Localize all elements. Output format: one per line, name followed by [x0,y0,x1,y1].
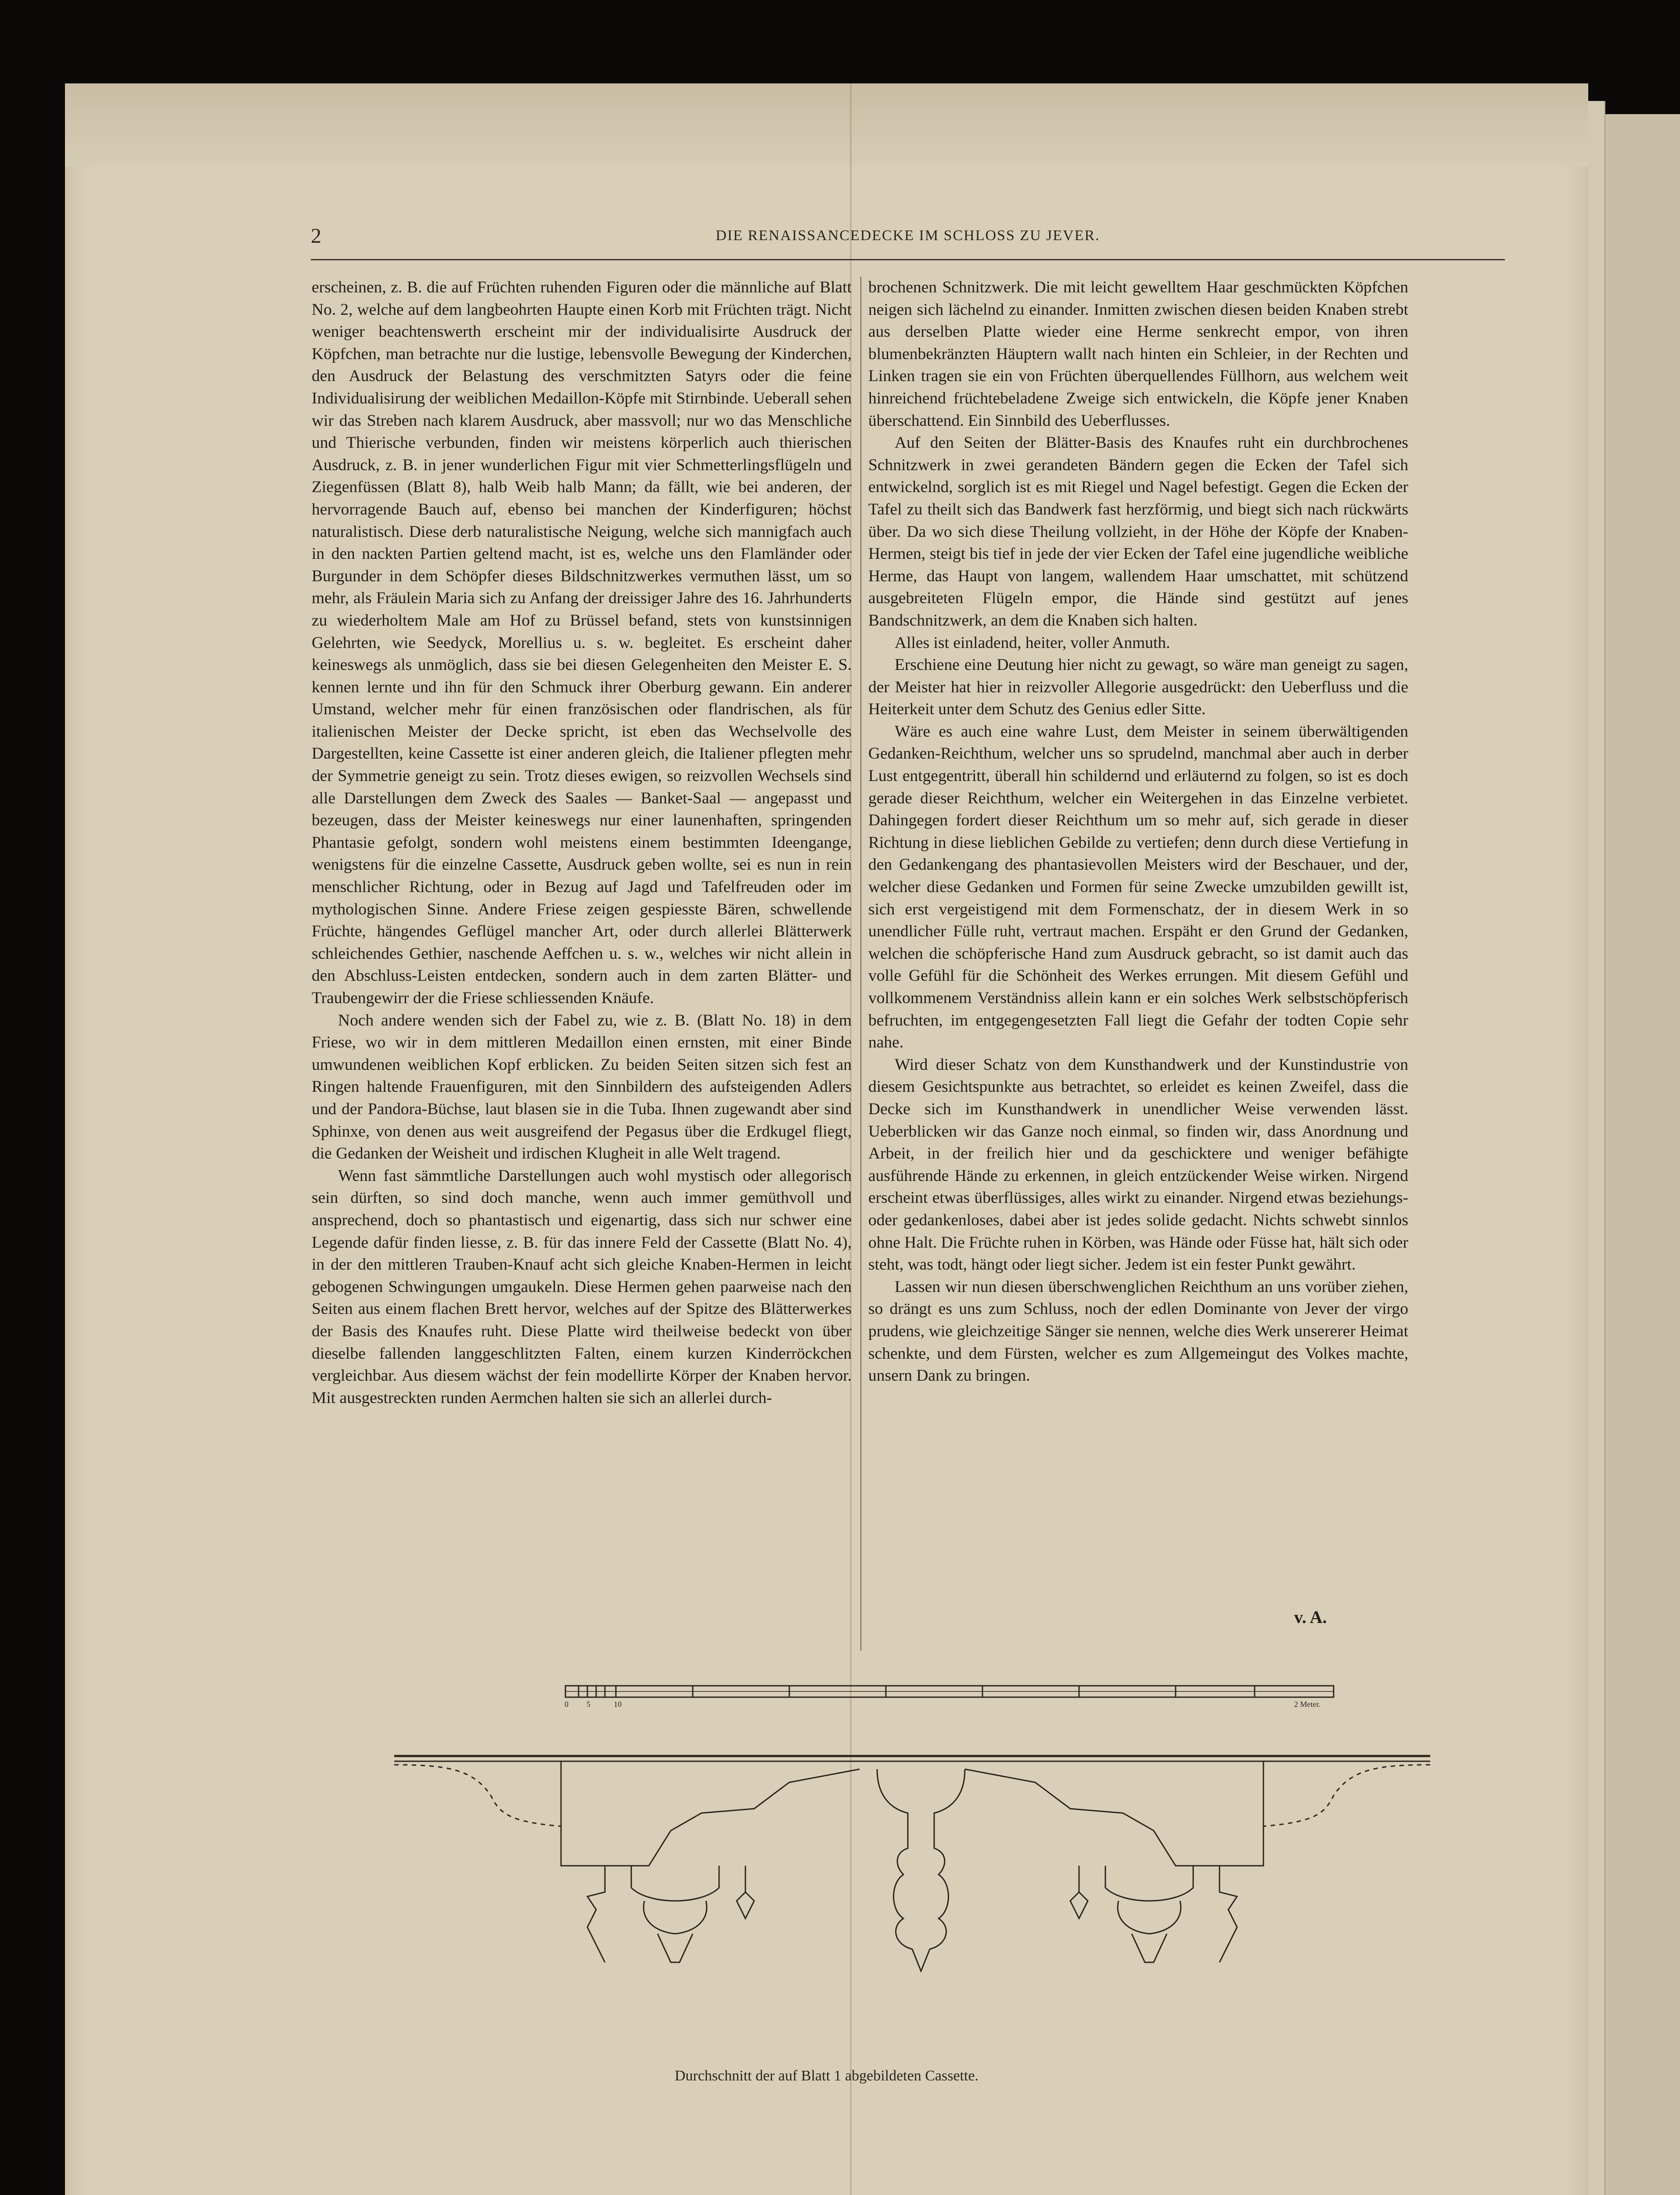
paragraph: Lassen wir nun diesen überschwenglichen Reichthum an uns vorüber ziehen, so drängt es uns zum Schluss, noch der edlen Dominante von Jever der virgo prudens, wie gleichzeitige Sänger sie nennen, welche dies Werk unsererer Heimat schenkte, und dem Fürsten, welcher es zum Allgemeingut des Volkes machte, unsern Dank zu bringen. [868,1277,1408,1385]
running-title: DIE RENAISSANCEDECKE IM SCHLOSS ZU JEVER. [716,227,1100,244]
paragraph: Wird dieser Schatz von dem Kunsthandwerk und der Kunstindustrie von diesem Gesichtspunkte aus betrachtet, so erleidet es keinen Zweifel, dass die Decke sich im Kunsthandwerk in unendlicher Weise verwenden lässt. Ueberblicken wir das Ganze noch einmal, so finden wir, dass Anordnung und Arbeit, in der freilich hier und da geschicktere und weniger befähigte ausführende Hände zu erkennen, in gleich entzückender Weise wirken. Nirgend erscheint etwas überflüssiges, alles wirkt zu einander. Nirgend etwas beziehungs- oder gedankenloses, dabei aber ist jedes solide gedacht. Nichts schwebt sinnlos ohne Halt. Die Früchte ruhen in Körben, was Hände oder Füsse hat, hält sich oder steht, was todt, hängt oder liegt sicher. Jedem ist ein fester Punkt gewährt. [868,1055,1408,1274]
paragraph: Wenn fast sämmtliche Darstellungen auch wohl mystisch oder allegorisch sein dürften, so sind doch manche, wenn auch immer gemüthvoll und ansprechend, doch so phantastisch und eigenartig, dass sich nur schwer eine Legende dafür finden liesse, z. B. für das innere Feld der Cassette (Blatt No. 4), in der den mittleren Trauben-Knauf acht sich gleiche Knaben-Hermen in leicht gebogenen Schwingungen umgaukeln. Diese Hermen gehen paarweise nach den Seiten aus einem flachen Brett hervor, welches auf der Spitze des Blätterwerkes der Basis des Knaufes ruht. Diese Platte wird theilweise bedeckt von über dieselbe fallenden langgeschlitzten Falten, einem kurzen Kinderröckchen vergleichbar. Aus diesem wächst der fein modellirte Körper der Knaben hervor. Mit ausgestreckten runden Aermchen halten sie sich an allerlei durch- [312,1166,852,1407]
figure-caption: Durchschnitt der auf Blatt 1 abgebildeten Cassette. [674,2068,979,2084]
cassette-section-drawing [306,1681,1448,2041]
right-column [868,277,1408,1387]
paragraph: Erschiene eine Deutung hier nicht zu gewagt, so wäre man geneigt zu sagen, der Meister hat hier in reizvoller Allegorie ausgedrückt: den Ueberfluss und die Heiterkeit unter dem Schutz des Genius edler Sitte. [868,656,1408,719]
paragraph: Auf den Seiten der Blätter-Basis des Knaufes ruht ein durchbrochenes Schnitzwerk in zwei gerandeten Bändern gegen die Ecken der Tafel sich entwickelnd, sorglich ist es mit Riegel und Nagel befestigt. Gegen die Ecken der Tafel zu theilt sich das Bandwerk fast herzförmig, und biegt sich nach rückwärts über. Da wo sich diese Theilung vollzieht, in der Höhe der Köpfe der Knaben-Hermen, steigt bis tief in jede der vier Ecken der Tafel eine jugendliche weibliche Herme, das Haupt von langem, wallendem Haar umschattet, mit schützend ausgebreiteten Flügeln empor, die Hände sind gestützt auf jenes Bandschnitzwerk, an dem die Knaben sich halten. [868,434,1408,630]
scale-tick-label: 10 [614,1700,622,1709]
document-page [65,83,1588,2195]
paragraph: brochenen Schnitzwerk. Die mit leicht gewelltem Haar geschmückten Köpfchen neigen sich lächelnd zu einander. Inmitten zwischen diesen beiden Knaben strebt aus derselben Platte wieder eine Herme senkrecht empor, von ihren blumenbekränzten Häuptern wallt nach hinten ein Schleier, in der Rechten und Linken tragen sie ein von Früchten überquellendes Füllhorn, aus welchem weit hinreichend früchtebeladene Zweige sich entwickeln, die Köpfe jener Knaben überschattend. Ein Sinnbild des Ueberflusses. [868,278,1408,430]
scale-end-label: 2 Meter. [1294,1700,1320,1709]
page-top-discoloration [65,83,1588,167]
page-number: 2 [311,224,321,248]
paragraph: Noch andere wenden sich der Fabel zu, wie z. B. (Blatt No. 18) in dem Friese, wo wir in dem mittleren Medaillon einen ernsten, mit einer Binde umwundenen weiblichen Kopf erblicken. Zu beiden Seiten sitzen sich fest an Ringen haltende Frauenfiguren, mit den Sinnbildern des aufsteigenden Adlers und der Pandora-Büchse, laut blasen sie in die Tuba. Ihnen zugewandt aber sind Sphinxe, von denen aus weit ausgreifend der Pegasus über die Erdkugel fliegt, die Gedanken der Weisheit und irdischen Klugheit in alle Welt tragend. [312,1011,852,1163]
scale-tick-label: 5 [586,1700,590,1709]
scale-tick-label: 0 [565,1700,568,1709]
back-sheet [1602,114,1680,2195]
page-header [311,224,1505,259]
left-column [312,277,852,1409]
column-divider [860,277,861,1651]
header-rule [311,259,1505,260]
scale-bar [565,1686,1334,1697]
ceiling-section [394,1756,1430,1971]
author-signature: v. A. [1294,1607,1327,1627]
paragraph: erscheinen, z. B. die auf Früchten ruhenden Figuren oder die männliche auf Blatt No. 2, welche auf dem langbeohrten Haupte einen Korb mit Früchten trägt. Nicht weniger beachtenswerth erscheint mir der individualisirte Ausdruck der Köpfchen, man betrachte nur die lustige, lebensvolle Bewegung der Kinderchen, den Ausdruck der Belastung des verschmitzten Satyrs oder die feine Individualisirung der weiblichen Medaillon-Köpfe mit Stirnbinde. Ueberall sehen wir das Streben nach klarem Ausdruck, aber massvoll; nur wo das Menschliche und Thierische verbunden, finden wir meistens körperlich auch thierischen Ausdruck, z. B. in jener wunderlichen Figur mit vier Schmetterlingsflügeln und Ziegenfüssen (Blatt 8), halb Weib halb Mann; da fällt, wie bei anderen, der hervorragende Bauch auf, ebenso bei manchen der Kinderfiguren; höchst naturalistisch. Diese derb naturalistische Neigung, welche sich mannigfach auch in den nackten Partien geltend macht, ist es, welche uns den Flamländer oder Burgunder in dem Schöpfer dieses Bildschnitzwerkes vermuthen lässt, um so mehr, als Fräulein Maria sich zu Anfang der dreissiger Jahre des 16. Jahrhunderts zu wiederholtem Male am Hof zu Brüssel befand, stets von kunstsinnigen Gelehrten, wie Seedyck, Morellius u. s. w. begleitet. Es erscheint daher keineswegs als unmöglich, dass sie bei diesen Gelegenheiten den Meister E. S. kennen lernte und ihn für den Schmuck ihrer Oberburg gewann. Ein anderer Umstand, welcher mehr für einen französischen oder flandrischen, als für italienischen Meister der Decke spricht, ist eben das Wechselvolle des Dargestellten, keine Cassette ist einer anderen gleich, die Italiener pflegten mehr der Symmetrie geneigt zu sein. Trotz dieses ewigen, so reizvollen Wechsels sind alle Darstellungen dem Zweck des Saales — Banket-Saal — angepasst und bezeugen, dass der Meister keineswegs nur einer launenhaften, springenden Phantasie gefolgt, sondern wohl meistens einem bestimmten Ideengange, wenigstens für die einzelne Cassette, Ausdruck geben wollte, sei es nun in rein menschlicher Richtung, oder in Bezug auf Jagd und Tafelfreuden oder im mythologischen Sinne. Andere Friese zeigen gespiesste Bären, schwellende Früchte, hängendes Geflügel mancher Art, oder durch allerlei Blätterwerk schleichendes Gethier, naschende Aeffchen u. s. w., welches wir nicht allein in den Abschluss-Leisten entdecken, sondern auch in dem zarten Blätter- und Traubengewirr der die Friese schliessenden Knäufe. [312,278,852,1007]
paragraph: Wäre es auch eine wahre Lust, dem Meister in seinem überwältigenden Gedanken-Reichthum, welcher uns so sprudelnd, manchmal aber auch in derber Lust entgegentritt, überall hin schildernd und erläuternd zu folgen, so ist es doch gerade dieser Reichthum, welcher ein Weitergehen in das Einzelne verbietet. Dahingegen fordert dieser Reichthum um so mehr auf, sich gerade in dieser Richtung in diese lieblichen Gebilde zu vertiefen; denn durch diese Vertiefung in den Gedankengang des phantasievollen Meisters wird der Beschauer, und der, welcher diese Gedanken und Formen für seine Zwecke umzubilden gewillt ist, sich erst vergeistigend mit dem Formenschatz, der in diesem Werk in so unendlicher Fülle ruht, vertraut machen. Erspäht er den Grund der Gedanken, welchen die schöpferische Hand zum Ausdruck gebracht, so ist damit auch das volle Gefühl für die Schönheit des Werkes errungen. Mit diesem Gefühl und vollkommenem Verständniss allein kann er ein solches Werk selbstschöpferisch befruchten, im entgegengesetzten Fall liegt die Gefahr der todten Copie sehr nahe. [868,722,1408,1052]
paragraph: Alles ist einladend, heiter, voller Anmuth. [895,633,1170,652]
